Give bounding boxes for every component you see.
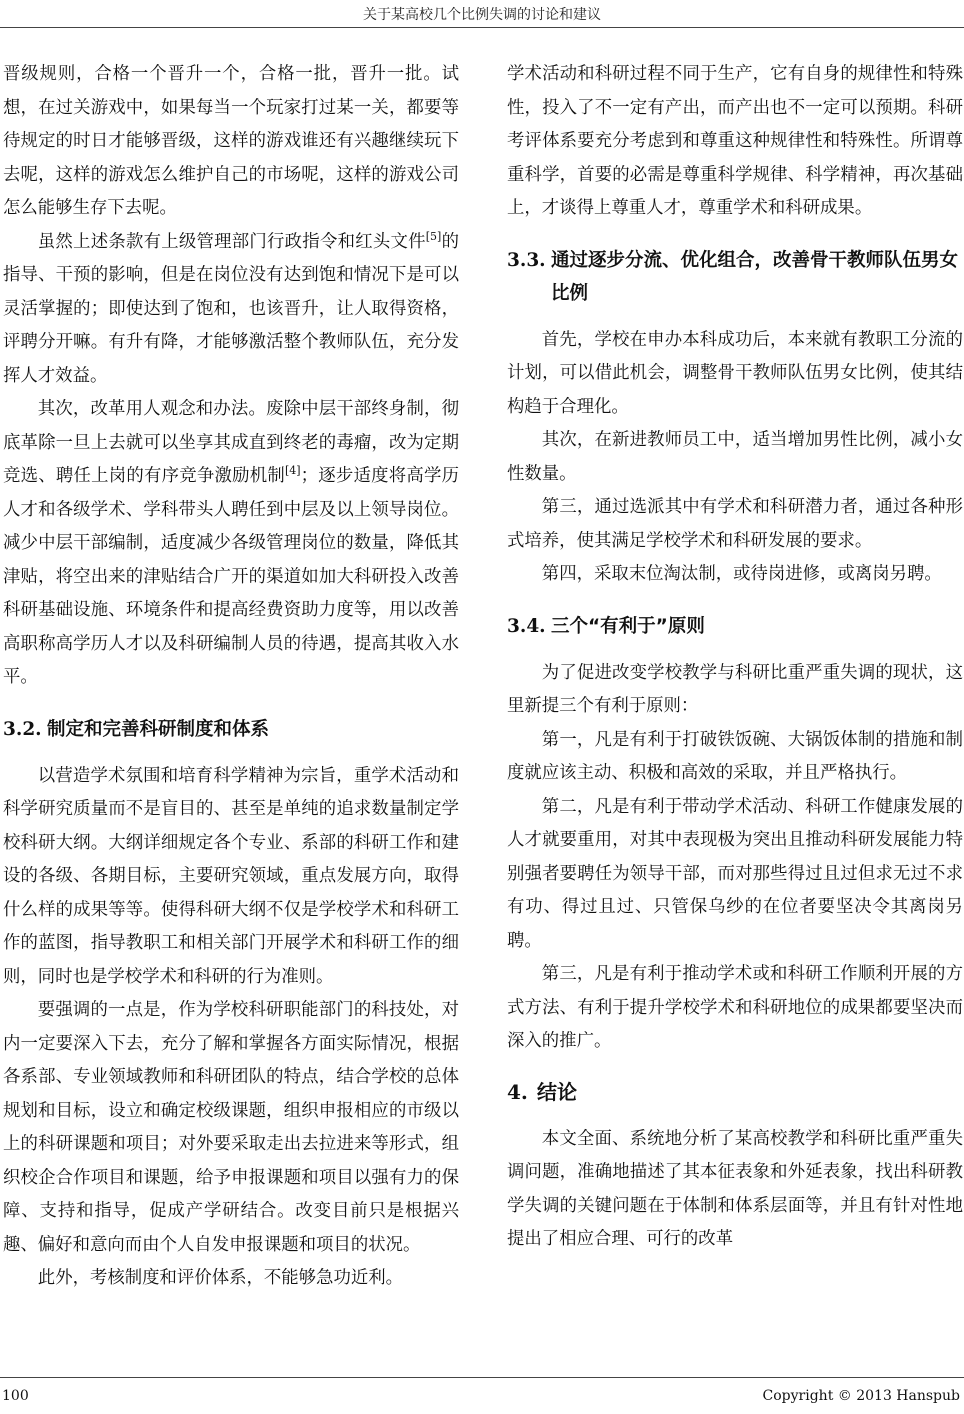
paragraph: 第四，采取末位淘汰制，或待岗进修，或离岗另聘。 (541, 564, 942, 584)
left-column (3, 58, 459, 1296)
paragraph: 此外，考核制度和评价体系，不能够急功近利。 (37, 1268, 404, 1288)
section-heading-4 (507, 1075, 963, 1109)
section-number: 3.3. (507, 249, 546, 271)
running-title: 关于某高校几个比例失调的讨论和建议 (363, 7, 601, 23)
right-column (507, 58, 963, 1257)
paragraph-text: 虽然上述条款有上级管理部门行政指令和红头文件 (37, 231, 426, 252)
paragraph: 为了促进改变学校教学与科研比重严重失调的现状，这里新提三个有利于原则： (507, 662, 963, 716)
citation-ref: [5] (425, 229, 442, 243)
paragraph-text: 其次，改革用人观念和办法。废除中层干部终身制，彻底革除一旦上去就可以坐享其成直到终老的毒瘤，改为定期竞选、聘任上岗的有序竞争激励机制 (3, 399, 459, 486)
citation-ref: [4] (285, 464, 301, 477)
paragraph: 晋级规则，合格一个晋升一个，合格一批，晋升一批。试想，在过关游戏中，如果每当一个玩家打过某一关，都要等待规定的时日才能够晋级，这样的游戏谁还有兴趣继续玩下去呢，这样的游戏怎么维护自己的市场呢，这样的游戏公司怎么能够生存下去呢。 (3, 64, 459, 218)
section-number: 3.2. (3, 718, 42, 740)
paragraph (3, 393, 459, 695)
paragraph: 首先，学校在申办本科成功后，本来就有教职工分流的计划，可以借此机会，调整骨干教师队伍男女比例，使其结构趋于合理化。 (507, 329, 963, 417)
section-heading-3-3 (507, 244, 963, 310)
paragraph-text: 的指导、干预的影响，但是在岗位没有达到饱和情况下是可以灵活掌握的；即使达到了饱和，也该晋升，让人取得资格，评聘分开嘛。有升有降，才能够激活整个教师队伍，充分发挥人才效益。 (3, 231, 459, 386)
paragraph: 第二，凡是有利于带动学术活动、科研工作健康发展的人才就要重用，对其中表现极为突出且推动科研发展能力特别强者要聘任为领导干部，而对那些得过且过但求无过不求有功、得过且过、只管保乌纱的在位者要坚决令其离岗另聘。 (507, 796, 963, 951)
paragraph: 第三，通过选派其中有学术和科研潜力者，通过各种形式培养，使其满足学校学术和科研发展的要求。 (507, 497, 963, 551)
section-title: 通过逐步分流、优化组合，改善骨干教师队伍男女比例 (551, 249, 959, 304)
section-title: 制定和完善科研制度和体系 (47, 718, 270, 740)
header-rule (0, 27, 964, 28)
paragraph: 第一，凡是有利于打破铁饭碗、大锅饭体制的措施和制度就应该主动、积极和高效的采取，并且严格执行。 (507, 729, 963, 783)
paragraph (3, 226, 459, 394)
section-title: 结论 (537, 1079, 577, 1104)
copyright-notice: Copyright © 2013 Hanspub (762, 1388, 960, 1404)
paragraph: 以营造学术氛围和培育科学精神为宗旨，重学术活动和科学研究质量而不是盲目的、甚至是单纯的追求数量制定学校科研大纲。大纲详细规定各个专业、系部的科研工作和建设的各级、各期目标，主要研究领域，重点发展方向，取得什么样的成果等等。使得科研大纲不仅是学校学术和科研工作的蓝图，指导教职工和相关部门开展学术和科研工作的细则，同时也是学校学术和科研的行为准则。 (3, 765, 459, 987)
paragraph: 要强调的一点是，作为学校科研职能部门的科技处，对内一定要深入下去，充分了解和掌握各方面实际情况，根据各系部、专业领域教师和科研团队的特点，结合学校的总体规划和目标，设立和确定校级课题，组织申报相应的市级以上的科研课题和项目；对外要采取走出去拉进来等形式，组织校企合作项目和课题，给予申报课题和项目以强有力的保障、支持和指导，促成产学研结合。改变目前只是根据兴趣、偏好和意向而由个人自发申报课题和项目的状况。 (3, 1000, 459, 1255)
section-number: 3.4. (507, 615, 546, 637)
section-title: 三个“有利于”原则 (551, 615, 705, 637)
footer-rule (0, 1377, 964, 1378)
section-heading-3-2 (3, 713, 459, 746)
paragraph: 学术活动和科研过程不同于生产，它有自身的规律性和特殊性，投入了不一定有产出，而产出也不一定可以预期。科研考评体系要充分考虑到和尊重这种规律性和特殊性。所谓尊重科学，首要的必需是尊重科学规律、科学精神，再次基础上，才谈得上尊重人才，尊重学术和科研成果。 (507, 64, 963, 218)
paragraph: 其次，在新进教师员工中，适当增加男性比例，减小女性数量。 (507, 430, 963, 484)
paragraph: 第三，凡是有利于推动学术或和科研工作顺利开展的方式方法、有利于提升学校学术和科研地位的成果都要坚决而深入的推广。 (507, 964, 963, 1051)
section-heading-3-4 (507, 610, 963, 643)
page-number: 100 (2, 1388, 29, 1404)
paragraph: 本文全面、系统地分析了某高校教学和科研比重严重失调问题，准确地描述了其本征表象和外延表象，找出科研教学失调的关键问题在于体制和体系层面等，并且有针对性地提出了相应合理、可行的改革 (507, 1128, 963, 1249)
section-number: 4. (507, 1079, 528, 1104)
paragraph-text: ；逐步适度将高学历人才和各级学术、学科带头人聘任到中层及以上领导岗位。减少中层干部编制，适度减少各级管理岗位的数量，降低其津贴，将空出来的津贴结合广开的渠道如加大科研投入改善科研基础设施、环境条件和提高经费资助力度等，用以改善高职称高学历人才以及科研编制人员的待遇，提高其收入水平。 (3, 466, 459, 687)
